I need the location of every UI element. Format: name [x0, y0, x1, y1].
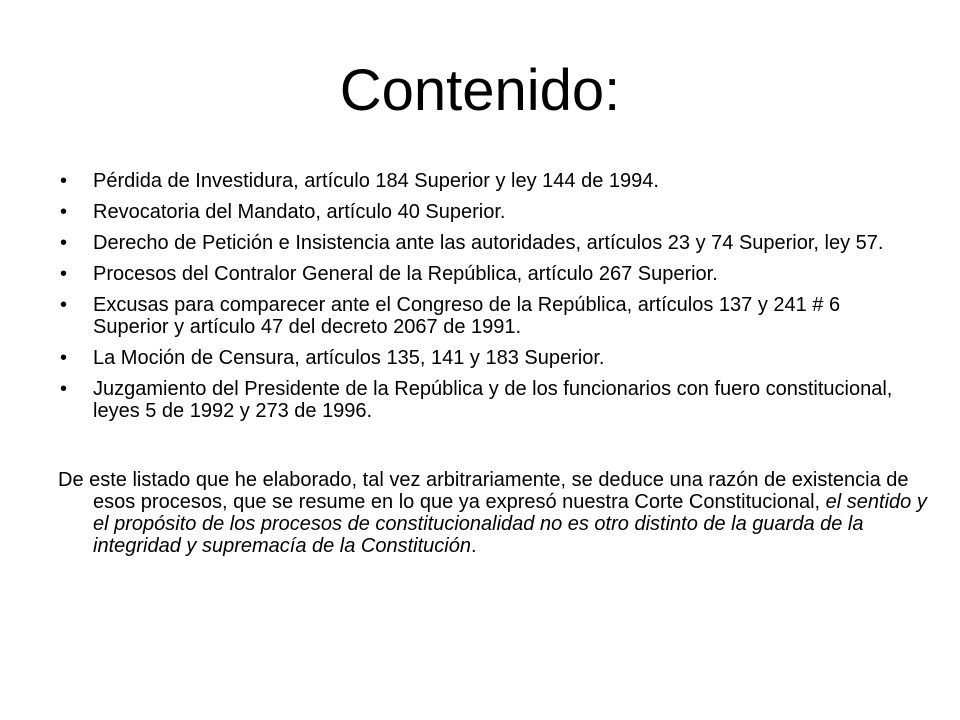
- paragraph-end: .: [471, 535, 477, 557]
- bullet-dot: •: [60, 263, 68, 285]
- bullet-text: Excusas para comparecer ante el Congreso de la República, artículos 137 y 241 # 6 Superior y artículo 47 del decreto 2067 de 1991.: [93, 294, 841, 338]
- bullet-text: Juzgamiento del Presidente de la República y de los funcionarios con fuero constitucional, leyes 5 de 1992 y 273 de 1996.: [93, 378, 893, 422]
- bullet-dot: •: [60, 201, 68, 223]
- bullet-text: Procesos del Contralor General de la República, artículo 267 Superior.: [93, 263, 718, 285]
- bullet-text: Derecho de Petición e Insistencia ante las autoridades, artículos 23 y 74 Superior, ley 57.: [93, 232, 884, 254]
- bullet-dot: •: [60, 347, 68, 369]
- bullet-item: [58, 378, 908, 422]
- conclusion-paragraph: [58, 469, 943, 557]
- bullet-item: [58, 170, 908, 192]
- bullet-list: [58, 170, 908, 431]
- bullet-text: Pérdida de Investidura, artículo 184 Superior y ley 144 de 1994.: [93, 170, 659, 192]
- paragraph-quote: el sentido y el propósito de los procesos de constitucionalidad no es otro distinto de la guarda de la integridad y supremacía de la Constitución: [93, 491, 927, 557]
- paragraph-text: De este listado que he elaborado, tal vez arbitrariamente, se deduce una razón de existencia de esos procesos, que se resume en lo que ya expresó nuestra Corte Constitucional,: [58, 469, 909, 513]
- bullet-item: [58, 201, 908, 223]
- bullet-item: [58, 263, 908, 285]
- bullet-dot: •: [60, 294, 68, 316]
- bullet-dot: •: [60, 170, 68, 192]
- slide-title: Contenido:: [339, 58, 621, 123]
- bullet-dot: •: [60, 378, 68, 400]
- bullet-item: [58, 294, 908, 338]
- bullet-item: [58, 347, 908, 369]
- bullet-item: [58, 232, 908, 254]
- bullet-text: La Moción de Censura, artículos 135, 141 y 183 Superior.: [93, 347, 605, 369]
- bullet-text: Revocatoria del Mandato, artículo 40 Superior.: [93, 201, 506, 223]
- bullet-dot: •: [60, 232, 68, 254]
